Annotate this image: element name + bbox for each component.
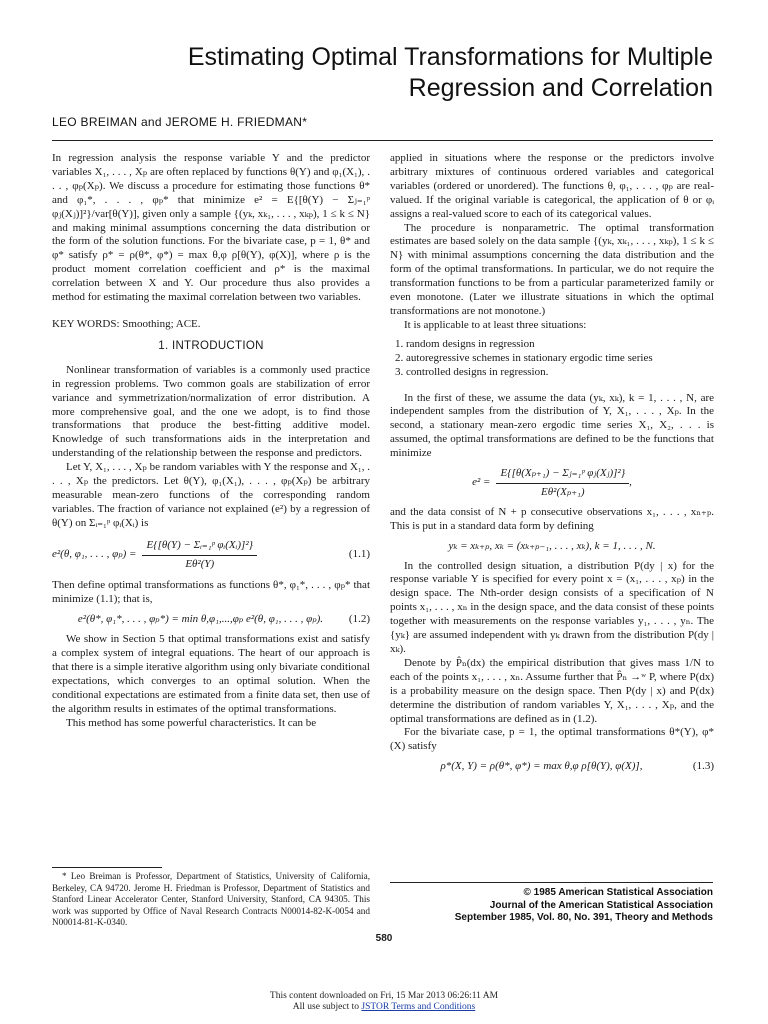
intro-paragraph-5: This method has some powerful characteristics. It can be [66,716,317,729]
author-footnote: * Leo Breiman is Professor, Department of Statistics, University of California, Berkeley, CA 94720. Jerome H. Friedman is Professor, Department of Statistics and Stanford Linear Accelerator Center, Stanford University, Stanford, CA 94305. This work was supported by Office of Naval Research Contracts N00014-82-K-0054 and N00014-81-K-0340. [52,871,370,927]
title-line-2: Regression and Correlation [408,74,713,102]
equation-time-series-denominator: Eθ²(Xₚ₊₁) [541,485,585,498]
equation-time-series-numerator: E{[θ(Xₚ₊₁) − Σⱼ₌₁ᵖ φⱼ(Xⱼ)]²} [496,467,629,484]
equation-time-series [390,467,714,500]
situation-list [390,338,714,380]
list-item: 1. random designs in regression [406,338,714,352]
equation-time-series-fraction [496,467,629,500]
right-paragraph-1: applied in situations where the response or the predictors involve arbitrary mixtures of continuous ordered variables and categorical variables (ordered or unordered). The functions θ, φ₁, . . . , φₚ are real-valued. If the original variable is categorical, the application of θ or φᵢ assigns a real-valued score to each of its categorical values. [390,152,714,220]
section-heading: 1. INTRODUCTION [158,339,264,352]
download-line-1: This content downloaded on Fri, 15 Mar 2013 06:26:11 AM [269,991,499,1001]
list-item: 3. controlled designs in regression. [406,366,714,380]
left-column [52,152,370,731]
right-paragraph-8: For the bivariate case, p = 1, the optimal transformations θ*(Y), φ*(X) satisfy [390,726,714,753]
header-rule [52,140,713,141]
intro-paragraph-1: Nonlinear transformation of variables is a commonly used practice in regression problems. Two common goals are stabilization of error variance and symmetrization/normalization of error distribution. A more comprehensive goal, and the one we adopt, is to find those transformations that produce the best-fitting additive model. Knowledge of such transformations aids in the interpretation and understanding of the relationship between the response and predictors. [52,363,370,460]
copyright-line-1: © 1985 American Statistical Association [523,887,713,898]
authors: LEO BREIMAN and JEROME H. FRIEDMAN* [52,115,308,129]
abstract: In regression analysis the response variable Y and the predictor variables X₁, . . . , Xₚ are often replaced by functions θ(Y) and φ₁(X₁), . . . , φₚ(Xₚ). We discuss a procedure for estimating those functions θ* and φ₁*, . . . , φₚ* that minimize e² = E{[θ(Y) − Σⱼ₌₁ᵖ φⱼ(Xⱼ)]²}/var[θ(Y)], given only a sample {(yₖ, xₖ₁, . . . , xₖₚ), 1 ≤ k ≤ N} and making minimal assumptions concerning the data distribution or the form of the solution functions. For the bivariate case, p = 1, θ* and φ* satisfy ρ* = ρ(θ*, φ*) = max θ,φ ρ[θ(Y), φ(X)], where ρ is the product moment correlation coefficient and ρ* is the maximal correlation between X and Y. Our procedure thus also provides a method for estimating the maximal correlation between two variables. [52,152,370,304]
footnote-rule [52,867,162,868]
download-notice [0,991,768,1013]
equation-1-3 [390,760,714,774]
equation-definition: yₖ = xₖ₊ₚ, xₖ = (xₖ₊ₚ₋₁, . . . , xₖ), k = 1, . . . , N. [448,539,656,552]
equation-time-series-lhs: e² = [472,476,491,489]
download-line-2-prefix: All use subject to [292,1002,362,1012]
right-paragraph-3: It is applicable to at least three situations: [404,318,587,331]
intro-paragraph-2: Let Y, X₁, . . . , Xₚ be random variables with Y the response and X₁, . . . , Xₚ the predictors. Let θ(Y), φ₁(X₁), . . . , φₚ(Xₚ) be arbitrary measurable mean-zero functions of the corresponding random variables. The fraction of variance not explained (e²) by a regression of θ(Y) on Σᵢ₌₁ᵖ φᵢ(Xᵢ) is [52,461,370,529]
copyright-block [455,887,713,925]
paper-title [73,42,713,104]
right-paragraph-7: Denote by P̂ₙ(dx) the empirical distribution that gives mass 1/N to each of the points x₁, . . . , xₙ. Assume further that P̂ₙ →ʷ P, where P(dx) is a probability measure on the design space. Then P(dy | x) and P(dx) determine the distribution of random variables Y, X₁, . . . , Xₚ, and the optimal transformations are defined as in (1.2). [390,656,714,725]
keywords: KEY WORDS: Smoothing; ACE. [52,317,201,330]
right-paragraph-2: The procedure is nonparametric. The optimal transformation estimates are based solely on the data sample {(yₖ, xₖ₁, . . . , xₖₚ), 1 ≤ k ≤ N} with minimal assumptions concerning the data distribution and the form of the optimal transformations. In particular, we do not require the transformation functions to be from a particular parameterized family or even monotone. (Later we illustrate situations in which the optimal transformations are not monotone.) [390,221,714,317]
equation-1-1-number: (1.1) [348,548,370,561]
equation-1-2-number: (1.2) [348,613,370,626]
page-number: 580 [375,933,393,944]
equation-1-3-number: (1.3) [692,760,714,773]
equation-1-1 [52,539,370,572]
list-item: 2. autoregressive schemes in stationary ergodic time series [406,352,714,366]
copyright-line-2: Journal of the American Statistical Association [489,899,713,911]
intro-paragraph-4: We show in Section 5 that optimal transformations exist and satisfy a complex system of integral equations. The heart of our approach is that there is a simple iterative algorithm using only bivariate conditional expectations, which converges to an optimal solution. When the conditional expectations are estimated from a finite data set, then use of the algorithm results in estimates of the optimal transformations. [52,633,370,715]
copyright-line-3: September 1985, Vol. 80, No. 391, Theory and Methods [454,912,713,923]
jstor-terms-link[interactable]: JSTOR Terms and Conditions [361,1002,476,1012]
download-line-2 [0,1002,768,1013]
equation-1-1-denominator: Eθ²(Y) [185,557,215,570]
equation-1-3-body: ρ*(X, Y) = ρ(θ*, φ*) = max θ,φ ρ[θ(Y), φ(X)], [440,760,643,773]
equation-1-1-numerator: E{[θ(Y) − Σᵢ₌₁ᵖ φᵢ(Xᵢ)]²} [142,539,257,556]
equation-1-1-fraction [142,539,257,572]
equation-1-2-body: e²(θ*, φ₁*, . . . , φₚ*) = min θ,φ₁,...,φₚ e²(θ, φ₁, . . . , φₚ). [77,613,323,626]
equation-time-series-tail: , [629,476,632,489]
right-paragraph-6: In the controlled design situation, a distribution P(dy | x) for the response variable Y is specified for every point x = (x₁, . . . , xₚ) in the design space. The Nth-order design consists of a specification of N points x₁, . . . , xₙ in the design space, and the data consist of these points together with measurements on the response variables y₁, . . . , yₙ. The {yₖ} are assumed independent with yₖ drawn from the distribution P(dy | xₖ). [390,559,714,655]
right-paragraph-4: In the first of these, we assume the data (yₖ, xₖ), k = 1, . . . , N, are independent samples from the distribution of Y, X₁, . . . , Xₚ. In the second, a stationary mean-zero ergodic time series X₁, X₂, . . . is assumed, the optimal transformations are defined to be the functions that minimize [390,391,714,460]
title-line-1: Estimating Optimal Transformations for Multiple [187,43,713,71]
equation-1-1-lhs: e²(θ, φ₁, . . . , φₚ) = [52,548,137,561]
equation-1-2 [52,613,370,627]
right-paragraph-5: and the data consist of N + p consecutive observations x₁, . . . , xₙ₊ₚ. This is put in a standard data form by defining [390,505,714,532]
right-column [390,152,714,780]
copyright-rule [390,882,713,883]
intro-paragraph-3: Then define optimal transformations as functions θ*, φ₁*, . . . , φₚ* that minimize (1.1); that is, [52,579,370,606]
